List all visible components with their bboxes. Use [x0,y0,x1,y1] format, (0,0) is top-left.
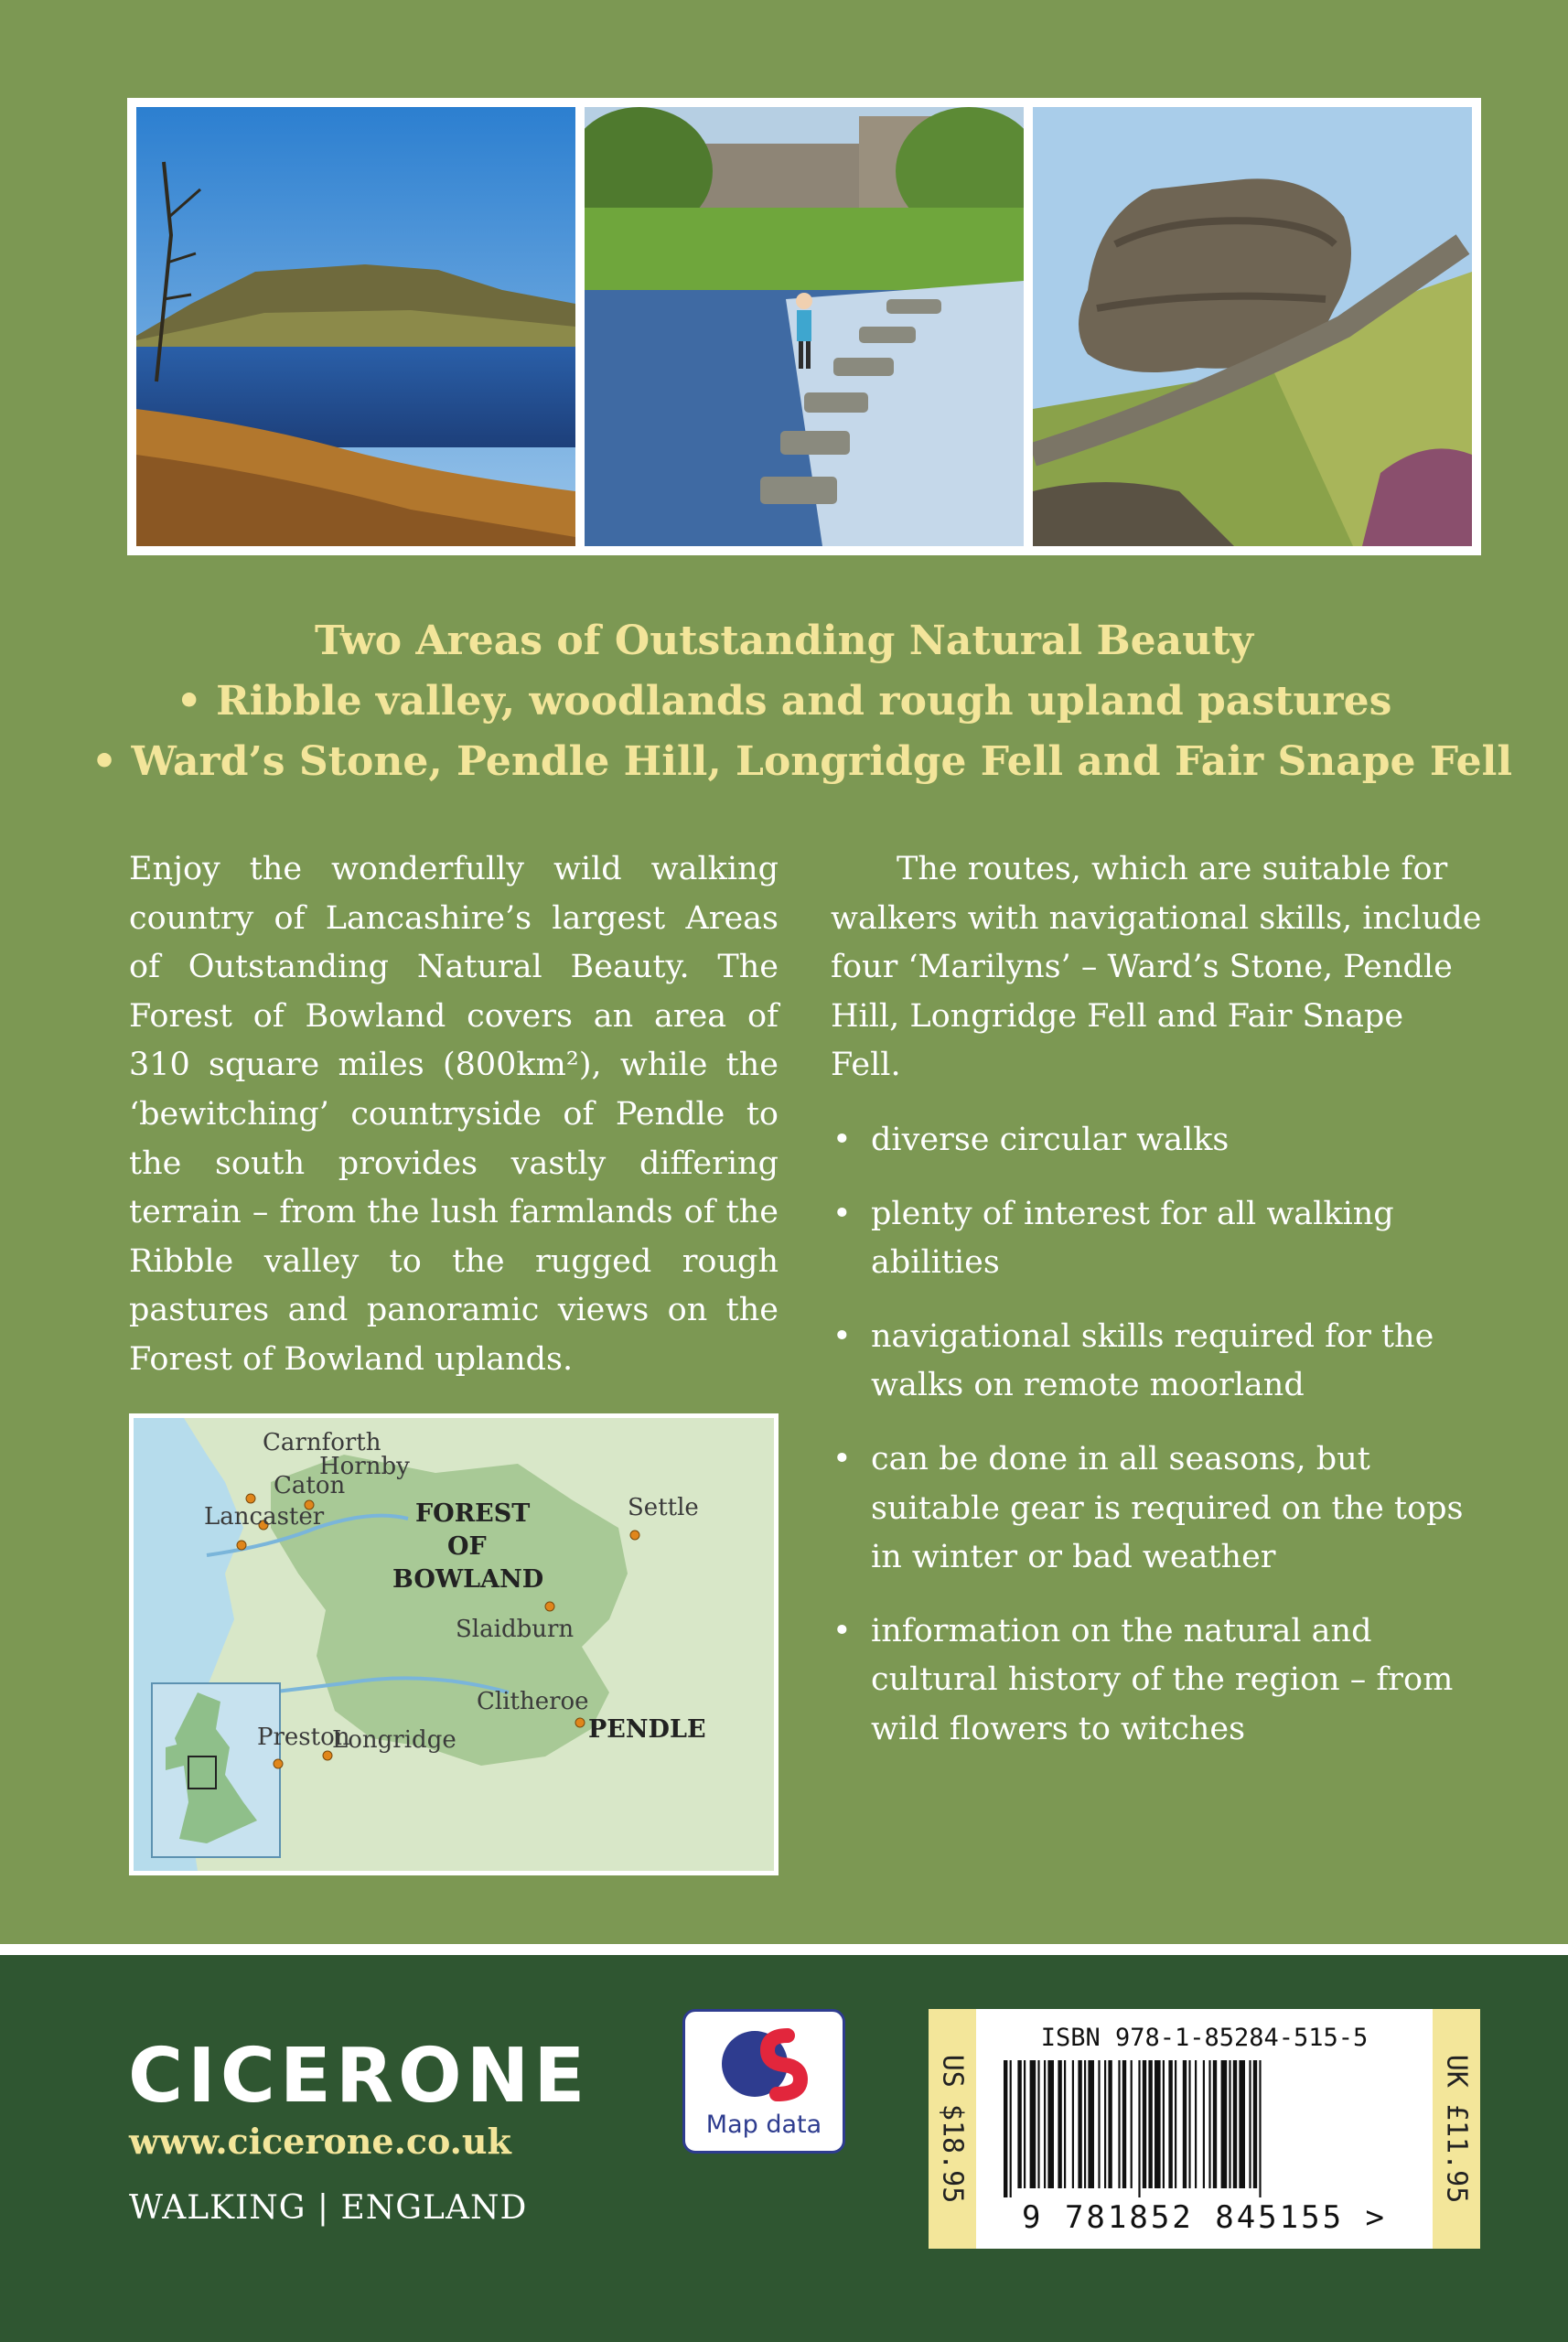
os-logo-icon [720,2023,811,2105]
barcode-icon [1004,2060,1406,2197]
barcode-bar [1163,2060,1165,2188]
barcode-bar [1229,2060,1230,2188]
barcode-area [976,2009,1433,2249]
barcode-bar [1253,2060,1257,2188]
barcode-bar [1233,2060,1237,2188]
barcode-bar [1030,2060,1036,2188]
stepping-stones-photo-icon [585,107,1024,546]
barcode-bar [1213,2060,1217,2188]
map-label-longridge: Longridge [332,1726,456,1754]
barcode-bar [1155,2060,1161,2188]
list-item: • diverse circular walks [831,1116,1482,1166]
headlines [91,611,1513,792]
barcode-bar [1203,2060,1205,2188]
barcode-bar [1143,2060,1146,2188]
map-label-pendle: PENDLE [588,1715,706,1744]
list-item: • can be done in all seasons, but suitable gear is required on the tops in winter or bad weather [831,1435,1482,1583]
barcode-bar [1088,2060,1094,2188]
map-label-preston: Preston [257,1724,350,1751]
headline-1: Two Areas of Outstanding Natural Beauty [314,618,1254,664]
barcode-bar [1098,2060,1100,2188]
map-label-caton: Caton [274,1472,346,1499]
barcode-bar [1249,2060,1251,2188]
lake-hill-photo-icon [136,107,575,546]
barcode-bar [1017,2060,1021,2188]
map-label-hornby: Hornby [319,1453,410,1480]
barcode-bar [1259,2060,1261,2197]
barcode-bar [1037,2060,1039,2188]
barcode-bar [1072,2060,1074,2188]
price-us-strip [929,2009,976,2249]
map-label-of: OF [447,1532,487,1561]
headline-2: • Ribble valley, woodlands and rough upland pastures [176,678,1392,725]
os-map-data-badge [682,2009,845,2154]
barcode-bar [1188,2060,1190,2188]
map-label-slaidburn: Slaidburn [456,1616,575,1643]
barcode-bar [1168,2060,1172,2188]
barcode-bar [1131,2060,1133,2188]
features-column [831,845,1482,1779]
price-uk: UK £11.95 [1440,2054,1473,2204]
list-item: • navigational skills required for the walks on remote moorland [831,1313,1482,1411]
barcode-bar [1058,2060,1061,2188]
barcode-bar [1010,2060,1012,2197]
headline-3: • Ward’s Stone, Pendle Hill, Longridge Fell and Fair Snape Fell [91,738,1513,785]
footer-divider [0,1944,1568,1955]
barcode-bar [1221,2060,1228,2188]
publisher-website: www.cicerone.co.uk [129,2121,511,2162]
barcode-bar [1195,2060,1197,2188]
barcode-bar [1004,2060,1007,2197]
barcode-bar [1084,2060,1086,2188]
barcode-bar [1122,2060,1126,2188]
barcode-bar [1024,2060,1026,2188]
barcode-bar [1044,2060,1046,2188]
map-label-bowland: BOWLAND [392,1565,544,1594]
photo-lake-hill [136,107,575,546]
barcode-bar [1183,2060,1187,2188]
map-label-clitheroe: Clitheroe [477,1688,589,1715]
barcode-bar [1104,2060,1106,2188]
barcode-bar [1148,2060,1152,2188]
list-item: • information on the natural and cultural history of the region – from wild flowers to witches [831,1607,1482,1755]
photo-stepping-stones [585,107,1024,546]
publisher-logo: CICERONE [128,2033,590,2120]
price-us: US $18.95 [936,2054,969,2204]
map-icon [134,1418,774,1871]
map-label-lancaster: Lancaster [204,1503,325,1531]
rock-outcrop-photo-icon [1033,107,1472,546]
routes-intro: The routes, which are suitable for walkers with navigational skills, include four ‘Marilyns’ – Ward’s Stone, Pendle Hill, Longridge Fell and Fair Snape Fell. [831,851,1482,1084]
barcode-bar [1208,2060,1210,2188]
barcode-bar [1118,2060,1120,2188]
barcode-bar [1047,2060,1054,2188]
map-label-forest: FOREST [415,1499,531,1528]
list-item: • plenty of interest for all walking abilities [831,1190,1482,1288]
photo-rock-outcrop [1033,107,1472,546]
price-uk-strip [1433,2009,1480,2249]
isbn-number: ISBN 978-1-85284-515-5 [1040,2024,1369,2052]
barcode-bar [1064,2060,1066,2188]
barcode-bar [1239,2060,1245,2188]
map-label-settle: Settle [628,1494,699,1521]
book-category: WALKING | ENGLAND [129,2189,528,2227]
os-label: Map data [705,2111,822,2139]
barcode-digits: 9 781852 845155 > [1022,2199,1387,2236]
description-text: Enjoy the wonderfully wild walking country of Lancashire’s largest Areas of Outstanding Natural Beauty. The Forest of Bowland covers an area of 310 square miles (800km²), while the ‘bewitching’ countryside of Pendle to the south provides vastly differing terrain – from the lush farmlands of the Ribble valley to the rugged rough pastures and panoramic views on the Forest of Bowland uplands. [129,851,779,1378]
barcode-block [929,2009,1480,2249]
barcode-bar [1175,2060,1176,2188]
photo-strip [127,98,1481,555]
barcode-bar [1078,2060,1081,2188]
barcode-bar [1138,2060,1140,2197]
feature-list [831,1116,1482,1755]
area-map [129,1413,779,1875]
map-label-carnforth: Carnforth [263,1429,381,1456]
barcode-bar [1108,2060,1112,2188]
